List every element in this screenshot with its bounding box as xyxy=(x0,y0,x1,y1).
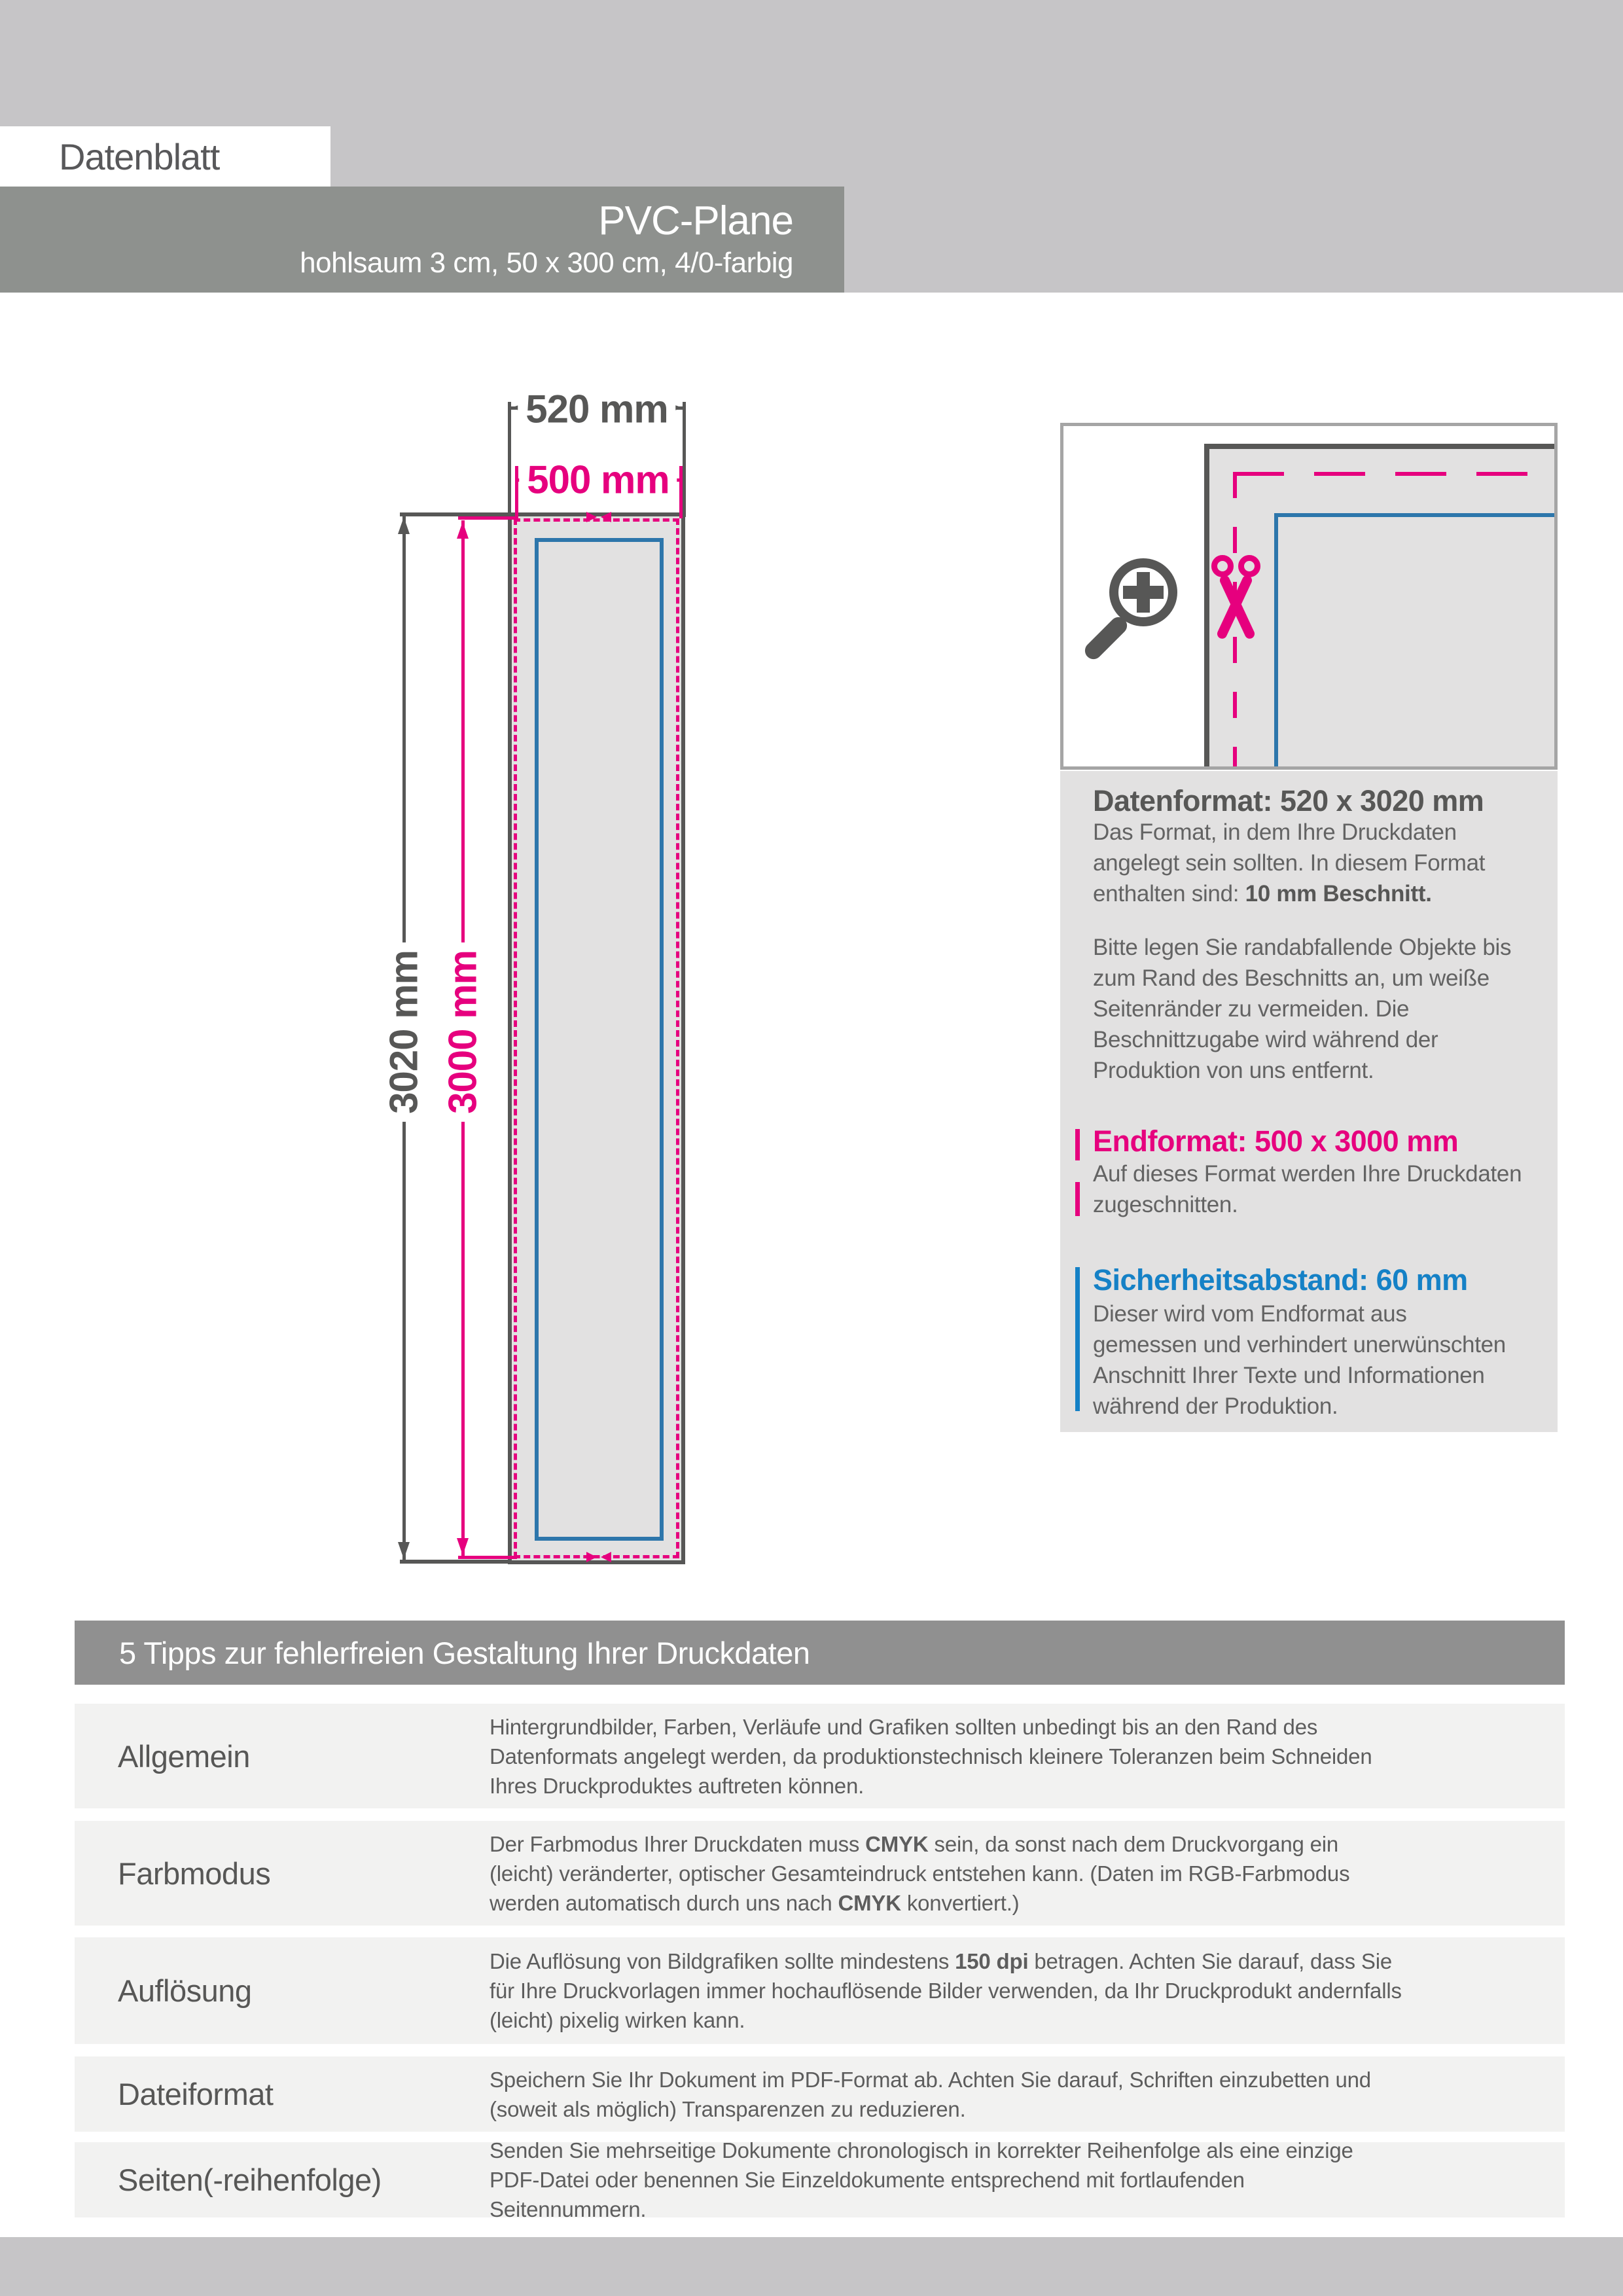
dim-3000-arrow-down xyxy=(457,1538,469,1555)
product-name: PVC-Plane xyxy=(598,198,793,243)
tip-body xyxy=(490,1712,1406,1801)
dim-3000-arrow-up xyxy=(457,522,469,539)
dim-3020-label: 3020 mm xyxy=(382,942,427,1122)
dim-520-ext-right xyxy=(683,402,686,517)
tip-row-aufloesung xyxy=(75,1937,1565,2044)
tips-header-text: 5 Tipps zur fehlerfreien Gestaltung Ihrer Druckdaten xyxy=(119,1635,810,1670)
tip-row-seitenreihenfolge xyxy=(75,2138,1565,2221)
tip-label: Seiten(-reihenfolge) xyxy=(118,2162,382,2197)
scissors-icon xyxy=(1211,555,1234,577)
sheet-title-box xyxy=(0,126,330,187)
tips-header xyxy=(75,1621,1565,1685)
tip-text-bold: CMYK xyxy=(838,1890,901,1915)
cut-mark-top-icon xyxy=(601,512,611,522)
dim-3020-ext-bottom xyxy=(400,1560,512,1564)
cut-mark-bottom-icon xyxy=(586,1552,597,1562)
safety-margin-rect xyxy=(535,538,664,1541)
tip-row-dateiformat xyxy=(75,2056,1565,2132)
sicherheitsabstand-body: Dieser wird vom Endformat aus gemessen und verhindert unerwünschten Anschnitt Ihrer Texte und Informationen während der Produktion. xyxy=(1093,1301,1506,1419)
zoom-banner-fill xyxy=(1209,449,1554,766)
corner-zoom-box xyxy=(1060,423,1558,770)
tip-label: Dateiformat xyxy=(118,2077,274,2111)
datenformat-title: Datenformat: 520 x 3020 mm xyxy=(1093,784,1484,817)
cut-mark-bottom-icon xyxy=(601,1552,611,1562)
endformat-body: Auf dieses Format werden Ihre Druckdaten zugeschnitten. xyxy=(1093,1161,1522,1217)
dim-500-label: 500 mm xyxy=(519,457,677,503)
datenformat-body-text: Das Format, in dem Ihre Druckdaten angelegt sein sollten. In diesem Format enthalten sind: xyxy=(1093,819,1486,906)
zoom-cut-line xyxy=(1233,472,1554,476)
datenformat-body xyxy=(1093,817,1517,909)
tip-text: betragen. Achten Sie darauf, dass Sie für Ihre Druckvorlagen immer hochauflösende Bilder verwenden, da Ihr Druckprodukt andernfalls (leicht) pixelig wirken kann. xyxy=(490,1949,1402,2032)
dim-3000-ext-bottom xyxy=(458,1556,517,1559)
endformat-bar xyxy=(1075,1129,1080,1160)
dim-520-ext-left xyxy=(508,402,511,517)
datenformat-body-bold: 10 mm Beschnitt. xyxy=(1245,881,1432,906)
tip-label: Farbmodus xyxy=(118,1856,271,1891)
tip-text: Hintergrundbilder, Farben, Verläufe und Grafiken sollten unbedingt bis an den Rand des Datenformats angelegt werden, da produktionstechnisch kleinere Toleranzen beim Schneiden Ihres Druckproduktes auftreten können. xyxy=(490,1714,1372,1798)
scissors-icon xyxy=(1238,555,1260,577)
sheet-title: Datenblatt xyxy=(59,135,220,177)
tip-label: Allgemein xyxy=(118,1738,250,1774)
sicherheitsabstand-title: Sicherheitsabstand: 60 mm xyxy=(1093,1263,1468,1297)
tip-text: Senden Sie mehrseitige Dokumente chronologisch in korrekter Reihenfolge als eine einzige PDF-Datei oder benennen Sie Einzeldokumente entsprechend mit fortlaufenden Seitennummern. xyxy=(490,2138,1353,2221)
tip-body xyxy=(490,1829,1406,1918)
tip-text: Die Auflösung von Bildgrafiken sollte mindestens xyxy=(490,1949,955,1973)
tip-text: Speichern Sie Ihr Dokument im PDF-Format ab. Achten Sie darauf, Schriften einzubetten und (soweit als möglich) Transparenzen zu reduzieren. xyxy=(490,2067,1371,2121)
tip-text: Der Farbmodus Ihrer Druckdaten muss xyxy=(490,1831,866,1856)
tip-text: konvertiert.) xyxy=(901,1890,1020,1915)
tip-label: Auflösung xyxy=(118,1973,252,2008)
dim-3000-ext-top xyxy=(458,516,517,520)
tip-text-bold: CMYK xyxy=(865,1831,929,1856)
sicherheitsabstand-bar xyxy=(1075,1267,1080,1411)
cut-mark-top-icon xyxy=(586,512,597,522)
tip-row-farbmodus xyxy=(75,1821,1565,1926)
zoom-safety-line xyxy=(1274,513,1278,766)
zoom-in-icon xyxy=(1137,572,1150,613)
tip-body xyxy=(490,2065,1406,2124)
tip-body xyxy=(490,1946,1406,2035)
bleed-note: Bitte legen Sie randabfallende Objekte bis zum Rand des Beschnitts an, um weiße Seitenränder zu vermeiden. Die Beschnittzugabe wird während der Produktion von uns entfernt. xyxy=(1093,935,1512,1083)
product-spec: hohlsaum 3 cm, 50 x 300 cm, 4/0-farbig xyxy=(300,247,793,279)
dim-3000-label: 3000 mm xyxy=(440,942,486,1122)
zoom-datenformat-edge xyxy=(1204,444,1554,449)
format-info-panel xyxy=(1060,771,1558,1432)
tip-row-allgemein xyxy=(75,1704,1565,1808)
zoom-in-icon xyxy=(1082,614,1131,663)
dim-520-label: 520 mm xyxy=(518,387,675,432)
zoom-datenformat-edge xyxy=(1204,444,1209,766)
endformat-title: Endformat: 500 x 3000 mm xyxy=(1093,1124,1459,1158)
endformat-bar xyxy=(1075,1182,1080,1216)
dim-3020-arrow-up xyxy=(398,517,410,534)
zoom-safety-line xyxy=(1274,513,1554,517)
dim-3020-arrow-down xyxy=(398,1542,410,1559)
product-banner xyxy=(0,187,844,293)
tip-body xyxy=(490,2136,1406,2224)
tip-text-bold: 150 dpi xyxy=(955,1949,1029,1973)
bottom-gray-band xyxy=(0,2237,1623,2296)
tip-text: sein, da sonst nach dem Druckvorgang ein (leicht) veränderter, optischer Gesamteindruck entstehen kann. (Daten im RGB-Farbmodus werden automatisch durch uns nach xyxy=(490,1831,1350,1915)
